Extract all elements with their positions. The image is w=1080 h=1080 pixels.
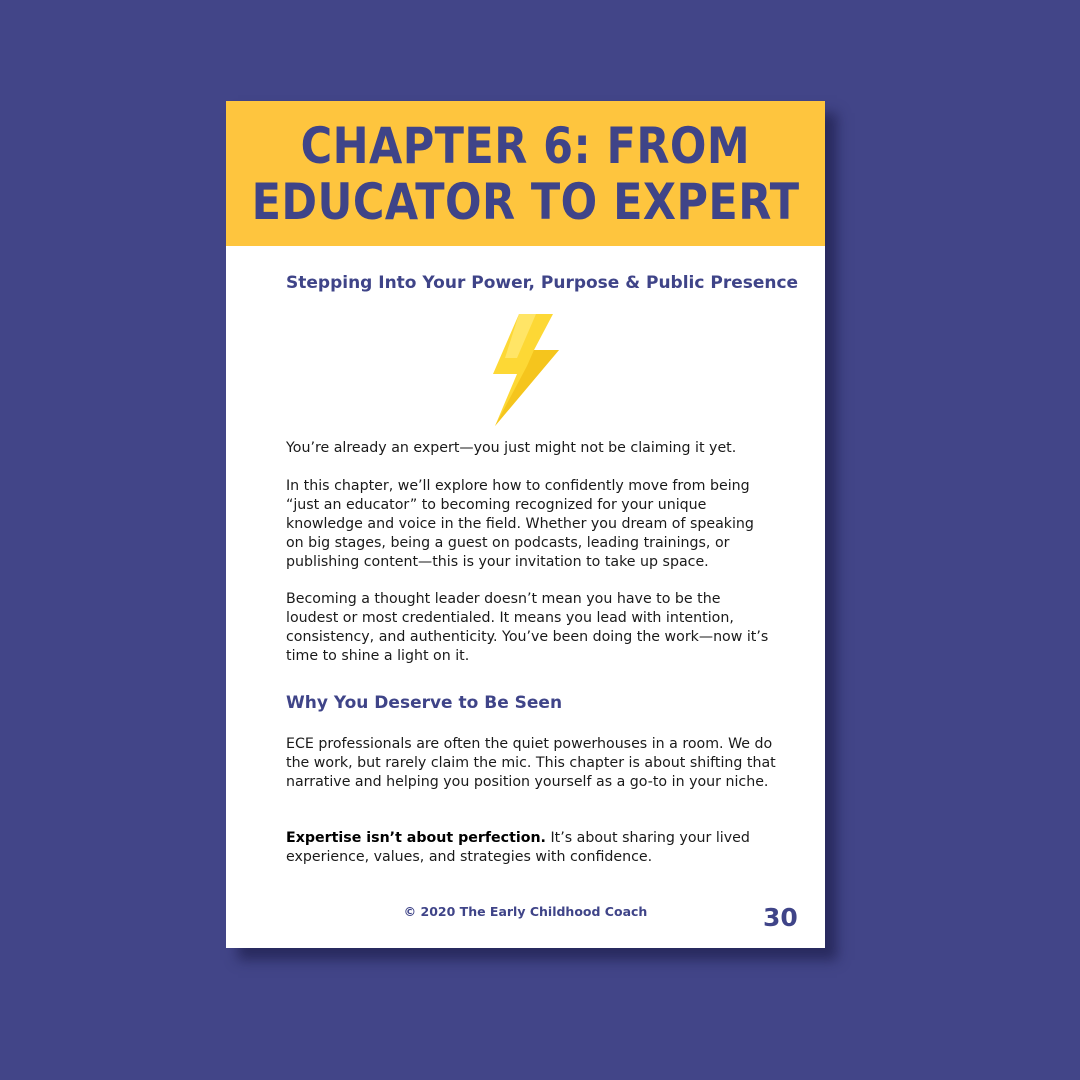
- chapter-subtitle: Stepping Into Your Power, Purpose & Public Presence: [286, 273, 799, 293]
- body-paragraph-5: [286, 829, 776, 867]
- chapter-title-line-2: EDUCATOR TO EXPERT: [251, 172, 800, 231]
- page-number: 30: [763, 903, 798, 932]
- section-heading: Why You Deserve to Be Seen: [286, 693, 563, 713]
- body-paragraph-2: In this chapter, we’ll explore how to confidently move from being “just an educator” to becoming recognized for your unique knowledge and voice in the field. Whether you dream of speaking on big stages, being a guest on podcasts, leading trainings, or publishing content—this is your invitation to take up space.: [286, 478, 754, 570]
- paragraph-5-rest: It’s about sharing your lived experience, values, and strategies with confidence.: [286, 830, 750, 865]
- lightning-bolt-icon: [491, 314, 561, 428]
- copyright-footer: © 2020 The Early Childhood Coach: [403, 904, 648, 919]
- chapter-banner: [226, 101, 825, 246]
- body-paragraph-3: Becoming a thought leader doesn’t mean you have to be the loudest or most credentialed. It means you lead with intention, consistency, and authenticity. You’ve been doing the work—now it’s time to shine a light on it.: [286, 591, 769, 664]
- body-paragraph-4: ECE professionals are often the quiet powerhouses in a room. We do the work, but rarely claim the mic. This chapter is about shifting that narrative and helping you position yourself as a go-to in your niche.: [286, 736, 776, 790]
- document-page: [226, 101, 825, 948]
- emphasis-text: Expertise isn’t about perfection.: [286, 830, 546, 846]
- chapter-title-line-1: CHAPTER 6: FROM: [300, 116, 751, 175]
- body-paragraph-1: You’re already an expert—you just might not be claiming it yet.: [286, 440, 737, 456]
